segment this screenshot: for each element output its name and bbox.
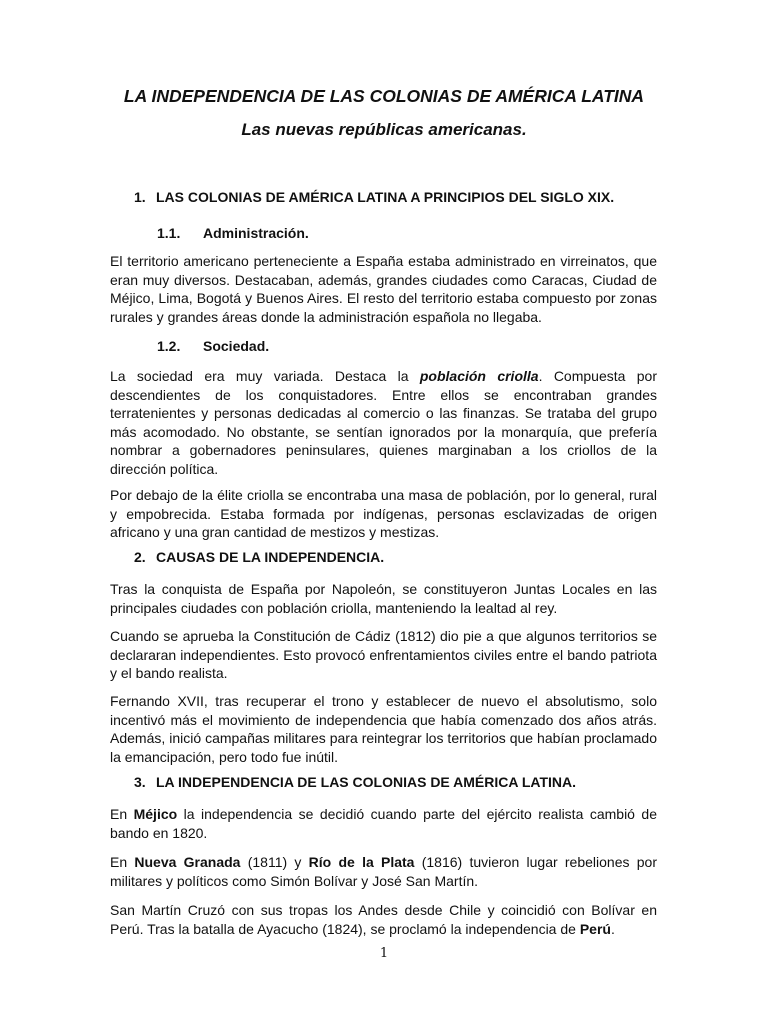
document-subtitle: Las nuevas repúblicas americanas. — [241, 120, 527, 139]
section-number: 2. — [134, 549, 146, 565]
subsection-title: Administración. — [203, 225, 309, 241]
place-nueva-granada: Nueva Granada — [134, 854, 241, 870]
subsection-number: 1.1. — [157, 225, 181, 241]
text-run: La sociedad era muy variada. Destaca la — [110, 368, 420, 384]
place-rio-de-la-plata: Río de la Plata — [308, 854, 415, 870]
place-peru: Perú — [579, 920, 611, 937]
section-number: 3. — [134, 774, 146, 790]
section-heading-3 — [134, 774, 576, 790]
paragraph-causas-3: Fernando XVII, tras recuperar el trono y establecer de nuevo el absolutismo, solo incentivó más el movimiento de independencia que había comenzado dos años atrás. Además, inició campañas militares para reintegrar los territorios que habían proclamado la emancipación, pero todo fue inútil. — [110, 693, 657, 765]
text-run: En — [110, 854, 135, 870]
section-heading-1 — [134, 189, 614, 205]
subsection-title: Sociedad. — [203, 338, 270, 354]
section-title: CAUSAS DE LA INDEPENDENCIA. — [156, 549, 385, 565]
emphasis-poblacion-criolla: población criolla — [419, 368, 539, 384]
paragraph-causas-1: Tras la conquista de España por Napoleón, se constituyeron Juntas Locales en las principales ciudades con población criolla, manteniendo la lealtad al rey. — [110, 581, 657, 616]
subsection-number: 1.2. — [157, 338, 181, 354]
paragraph-sociedad-2: Por debajo de la élite criolla se encontraba una masa de población, por lo general, rural y empobrecida. Estaba formada por indígenas, personas esclavizadas de origen africano y una gran cantidad de mestizos y mestizas. — [110, 487, 657, 540]
section-title: LA INDEPENDENCIA DE LAS COLONIAS DE AMÉRICA LATINA. — [156, 774, 577, 790]
page-number: 1 — [379, 946, 389, 961]
text-run: . Compuesta por descendientes de los conquistadores. Entre ellos se encontraban grandes terratenientes y personas dedicadas al comercio o las finanzas. Se trataba del grupo más acomodado. No obstante, se sentían ignorados por la monarquía, que prefería nombrar a gobernadores peninsulares, quienes marginaban a los criollos de la dirección política. — [110, 368, 658, 477]
text-run: la independencia se decidió cuando parte del ejército realista cambió de bando en 1820. — [110, 806, 658, 841]
text-run: San Martín Cruzó con sus tropas los Andes desde Chile y coincidió con Bolívar en Perú. Tras la batalla de Ayacucho (1824), se proclamó la independencia de — [110, 902, 657, 937]
section-heading-2 — [134, 549, 384, 565]
text-run: (1816) tuvieron lugar rebeliones por militares y políticos como Simón Bolívar y José San Martín. — [110, 854, 657, 889]
section-title: LAS COLONIAS DE AMÉRICA LATINA A PRINCIPIOS DEL SIGLO XIX. — [156, 189, 615, 205]
place-mejico: Méjico — [133, 806, 178, 822]
text-run: En — [110, 806, 134, 822]
subsection-heading-1-2 — [157, 338, 269, 354]
paragraph-independencia-2 — [110, 853, 657, 890]
paragraph-independencia-1 — [110, 805, 657, 842]
paragraph-administracion: El territorio americano perteneciente a España estaba administrado en virreinatos, que eran muy diversos. Destacaban, además, grandes ciudades como Caracas, Ciudad de Méjico, Lima, Bogotá y Buenos Aires. El resto del territorio estaba compuesto por zonas rurales y grandes áreas donde la administración española no llegaba. — [110, 253, 657, 325]
document-title: LA INDEPENDENCIA DE LAS COLONIAS DE AMÉRICA LATINA — [123, 86, 645, 106]
text-run: . — [610, 920, 615, 937]
section-number: 1. — [134, 189, 146, 205]
subsection-heading-1-1 — [157, 225, 309, 241]
paragraph-causas-2: Cuando se aprueba la Constitución de Cádiz (1812) dio pie a que algunos territorios se declararan independientes. Esto provocó enfrentamientos civiles entre el bando patriota y el bando realista. — [110, 628, 657, 681]
paragraph-independencia-3 — [110, 901, 657, 938]
paragraph-sociedad-1 — [110, 367, 657, 478]
text-run: (1811) y — [240, 854, 309, 870]
